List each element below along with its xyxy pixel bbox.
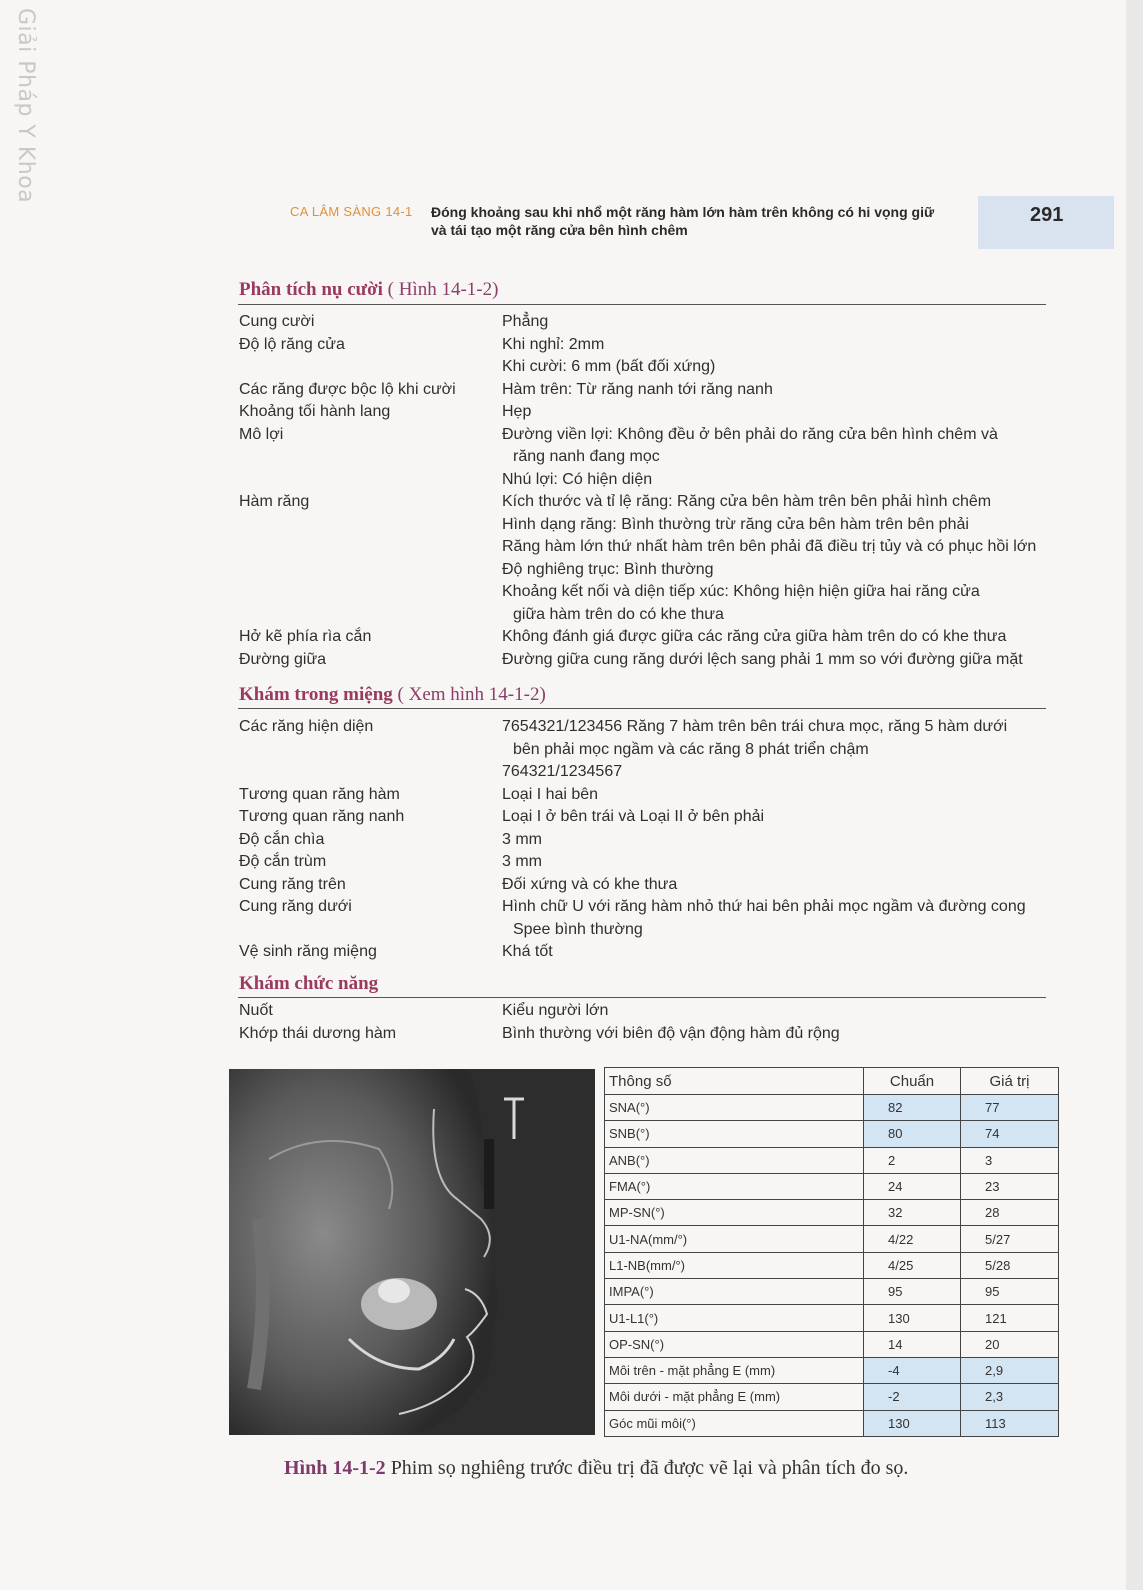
row-value [502, 851, 1062, 874]
case-label: CA LÂM SÀNG 14-1 [290, 204, 413, 219]
column-header: Chuẩn [864, 1068, 961, 1095]
table-cell-norm: 2 [864, 1147, 961, 1173]
row-label: Hở kẽ phía rìa cắn [239, 628, 372, 645]
row-label: Đường giữa [239, 650, 327, 668]
row-value [502, 806, 1062, 829]
row-value [502, 784, 1062, 807]
value-line: Khi nghỉ: 2mm [502, 335, 605, 353]
row-value [502, 1023, 1062, 1046]
row-value [502, 626, 1062, 649]
table-cell-param: ANB(°) [605, 1147, 864, 1173]
table-cell-param: SNA(°) [605, 1095, 864, 1121]
table-cell-value: 113 [961, 1410, 1059, 1436]
value-line: Răng hàm lớn thứ nhất hàm trên bên phải đã điều trị tủy và có phục hồi lớn [502, 538, 1037, 555]
caption-text: Phim sọ nghiêng trước điều trị đã được vẽ lại và phân tích đo sọ. [385, 1457, 909, 1479]
cephalometric-xray-image [229, 1069, 595, 1435]
table-cell-param: L1-NB(mm/°) [605, 1252, 864, 1278]
value-line: Độ nghiêng trục: Bình thường [502, 560, 714, 578]
row-label: Vệ sinh răng miệng [239, 943, 377, 960]
table-cell-value: 121 [961, 1305, 1059, 1331]
section-title-smile [239, 279, 498, 301]
section-title-text: Phân tích nụ cười [239, 279, 383, 300]
table-cell-value: 20 [961, 1331, 1059, 1357]
value-line: Đường giữa cung răng dưới lệch sang phải 1 mm so với đường giữa mặt [502, 650, 1023, 668]
row-label: Cung răng trên [239, 875, 346, 893]
section-title-text: Khám trong miệng [239, 684, 393, 705]
table-cell-param: Môi trên - mặt phẳng E (mm) [605, 1357, 864, 1383]
section-rule [238, 304, 1046, 305]
value-line: Bình thường với biên độ vận động hàm đủ rộng [502, 1024, 840, 1042]
figure-caption [284, 1457, 908, 1480]
table-row [605, 1095, 1059, 1121]
section-title-intraoral [239, 684, 546, 706]
row-label: Khớp thái dương hàm [239, 1024, 397, 1042]
table-cell-norm: -2 [864, 1384, 961, 1410]
table-row [605, 1147, 1059, 1173]
row-label: Cung cười [239, 313, 315, 330]
row-label: Độ cắn trùm [239, 853, 327, 870]
case-title-line: và tái tạo một răng cửa bên hình chêm [431, 222, 688, 238]
table-cell-param: SNB(°) [605, 1121, 864, 1147]
table-row [605, 1357, 1059, 1383]
page-header [290, 203, 970, 245]
row-label: Hàm răng [239, 493, 310, 510]
table-cell-param: OP-SN(°) [605, 1331, 864, 1357]
table-row [605, 1305, 1059, 1331]
table-cell-norm: 32 [864, 1200, 961, 1226]
value-line: Khá tốt [502, 943, 553, 960]
row-value [502, 424, 1062, 492]
section-rule [238, 708, 1046, 709]
section-figure-ref: ( Hình 14-1-2) [387, 279, 499, 300]
value-line: Đối xứng và có khe thưa [502, 875, 678, 893]
row-label: Mô lợi [239, 425, 284, 443]
table-cell-value: 2,9 [961, 1357, 1059, 1383]
cephalometric-table [604, 1067, 1059, 1437]
table-cell-norm: 4/22 [864, 1226, 961, 1252]
table-cell-param: MP-SN(°) [605, 1200, 864, 1226]
table-cell-value: 5/28 [961, 1252, 1059, 1278]
row-value [502, 716, 1062, 784]
row-value [502, 874, 1062, 897]
section-figure-ref: ( Xem hình 14-1-2) [397, 684, 546, 705]
case-title-line: Đóng khoảng sau khi nhổ một răng hàm lớn hàm trên không có hi vọng giữ [431, 204, 935, 220]
value-line: Kích thước và tỉ lệ răng: Răng cửa bên hàm trên bên phải hình chêm [502, 493, 992, 510]
value-line: 7654321/123456 Răng 7 hàm trên bên trái chưa mọc, răng 5 hàm dưới [502, 718, 1008, 735]
figure-label: Hình 14-1-2 [284, 1457, 386, 1479]
row-value [502, 649, 1062, 672]
table-cell-value: 77 [961, 1095, 1059, 1121]
value-line: Khi cười: 6 mm (bất đối xứng) [502, 358, 716, 375]
value-line: Nhú lợi: Có hiện diện [502, 470, 653, 488]
row-value [502, 491, 1062, 626]
section-rule [238, 997, 1046, 998]
section-title-text: Khám chức năng [239, 973, 379, 994]
watermark: Giải Pháp Y Khoa [13, 8, 38, 204]
row-label: Nuốt [239, 1002, 273, 1019]
table-cell-param: U1-NA(mm/°) [605, 1226, 864, 1252]
row-label: Các răng hiện diện [239, 718, 374, 735]
table-header-row [605, 1068, 1059, 1095]
table-cell-norm: 130 [864, 1305, 961, 1331]
table-cell-param: U1-L1(°) [605, 1305, 864, 1331]
row-value [502, 896, 1062, 941]
value-line: Hình chữ U với răng hàm nhỏ thứ hai bên phải mọc ngầm và đường cong [502, 898, 1026, 915]
table-cell-param: Góc mũi môi(°) [605, 1410, 864, 1436]
table-cell-value: 23 [961, 1173, 1059, 1199]
row-value [502, 311, 1062, 334]
table-row [605, 1252, 1059, 1278]
row-label: Tương quan răng nanh [239, 808, 405, 825]
table-cell-norm: 24 [864, 1173, 961, 1199]
row-value [502, 334, 1062, 379]
value-line: Hàm trên: Từ răng nanh tới răng nanh [502, 380, 773, 398]
table-cell-norm: -4 [864, 1357, 961, 1383]
section-title-functional [239, 973, 378, 995]
table-row [605, 1384, 1059, 1410]
value-line: Hẹp [502, 403, 532, 420]
row-label: Các răng được bộc lộ khi cười [239, 380, 456, 398]
case-title [431, 203, 971, 239]
value-line: Đường viền lợi: Không đều ở bên phải do răng cửa bên hình chêm và [502, 425, 998, 443]
value-line: Spee bình thường [513, 920, 643, 938]
value-line: giữa hàm trên do có khe thưa [513, 605, 724, 623]
table-cell-value: 74 [961, 1121, 1059, 1147]
column-header: Giá trị [961, 1068, 1059, 1095]
page-edge [1126, 0, 1143, 1590]
row-value [502, 379, 1062, 402]
table-cell-value: 3 [961, 1147, 1059, 1173]
row-label: Khoảng tối hành lang [239, 403, 391, 420]
row-value [502, 1000, 1062, 1023]
table-cell-norm: 80 [864, 1121, 961, 1147]
value-line: Loại I ở bên trái và Loại II ở bên phải [502, 808, 765, 825]
table-cell-norm: 82 [864, 1095, 961, 1121]
value-line: Hình dạng răng: Bình thường trừ răng cửa bên hàm trên bên phải [502, 515, 969, 533]
row-label: Cung răng dưới [239, 898, 352, 915]
table-cell-norm: 14 [864, 1331, 961, 1357]
table-row [605, 1226, 1059, 1252]
table-cell-param: FMA(°) [605, 1173, 864, 1199]
table-row [605, 1173, 1059, 1199]
value-line: răng nanh đang mọc [513, 448, 660, 465]
table-cell-value: 95 [961, 1279, 1059, 1305]
table-body [605, 1095, 1059, 1437]
table-row [605, 1331, 1059, 1357]
value-line: 764321/1234567 [502, 763, 623, 780]
value-line: Không đánh giá được giữa các răng cửa giữa hàm trên do có khe thưa [502, 628, 1007, 645]
value-line: Phẳng [502, 313, 549, 330]
column-header: Thông số [605, 1068, 864, 1095]
row-label: Độ lộ răng cửa [239, 335, 345, 353]
table-row [605, 1121, 1059, 1147]
page-number: 291 [1030, 204, 1064, 226]
table-row [605, 1200, 1059, 1226]
row-value [502, 941, 1062, 964]
table-cell-value: 5/27 [961, 1226, 1059, 1252]
table-cell-value: 28 [961, 1200, 1059, 1226]
table-row [605, 1279, 1059, 1305]
table-cell-norm: 4/25 [864, 1252, 961, 1278]
value-line: bên phải mọc ngầm và các răng 8 phát triển chậm [513, 740, 869, 758]
table-row [605, 1410, 1059, 1436]
table-cell-value: 2,3 [961, 1384, 1059, 1410]
table-cell-norm: 130 [864, 1410, 961, 1436]
row-label: Tương quan răng hàm [239, 785, 400, 803]
row-value [502, 829, 1062, 852]
xray-drawing [229, 1069, 595, 1435]
row-value [502, 401, 1062, 424]
table-cell-norm: 95 [864, 1279, 961, 1305]
row-label: Độ cắn chìa [239, 830, 325, 848]
table-cell-param: Môi dưới - mặt phẳng E (mm) [605, 1384, 864, 1410]
value-line: Khoảng kết nối và diện tiếp xúc: Không hiện hiện giữa hai răng cửa [502, 583, 980, 600]
value-line: Loại I hai bên [502, 785, 599, 803]
value-line: Kiểu người lớn [502, 1002, 609, 1019]
value-line: 3 mm [502, 853, 542, 870]
value-line: 3 mm [502, 830, 542, 848]
table-cell-param: IMPA(°) [605, 1279, 864, 1305]
